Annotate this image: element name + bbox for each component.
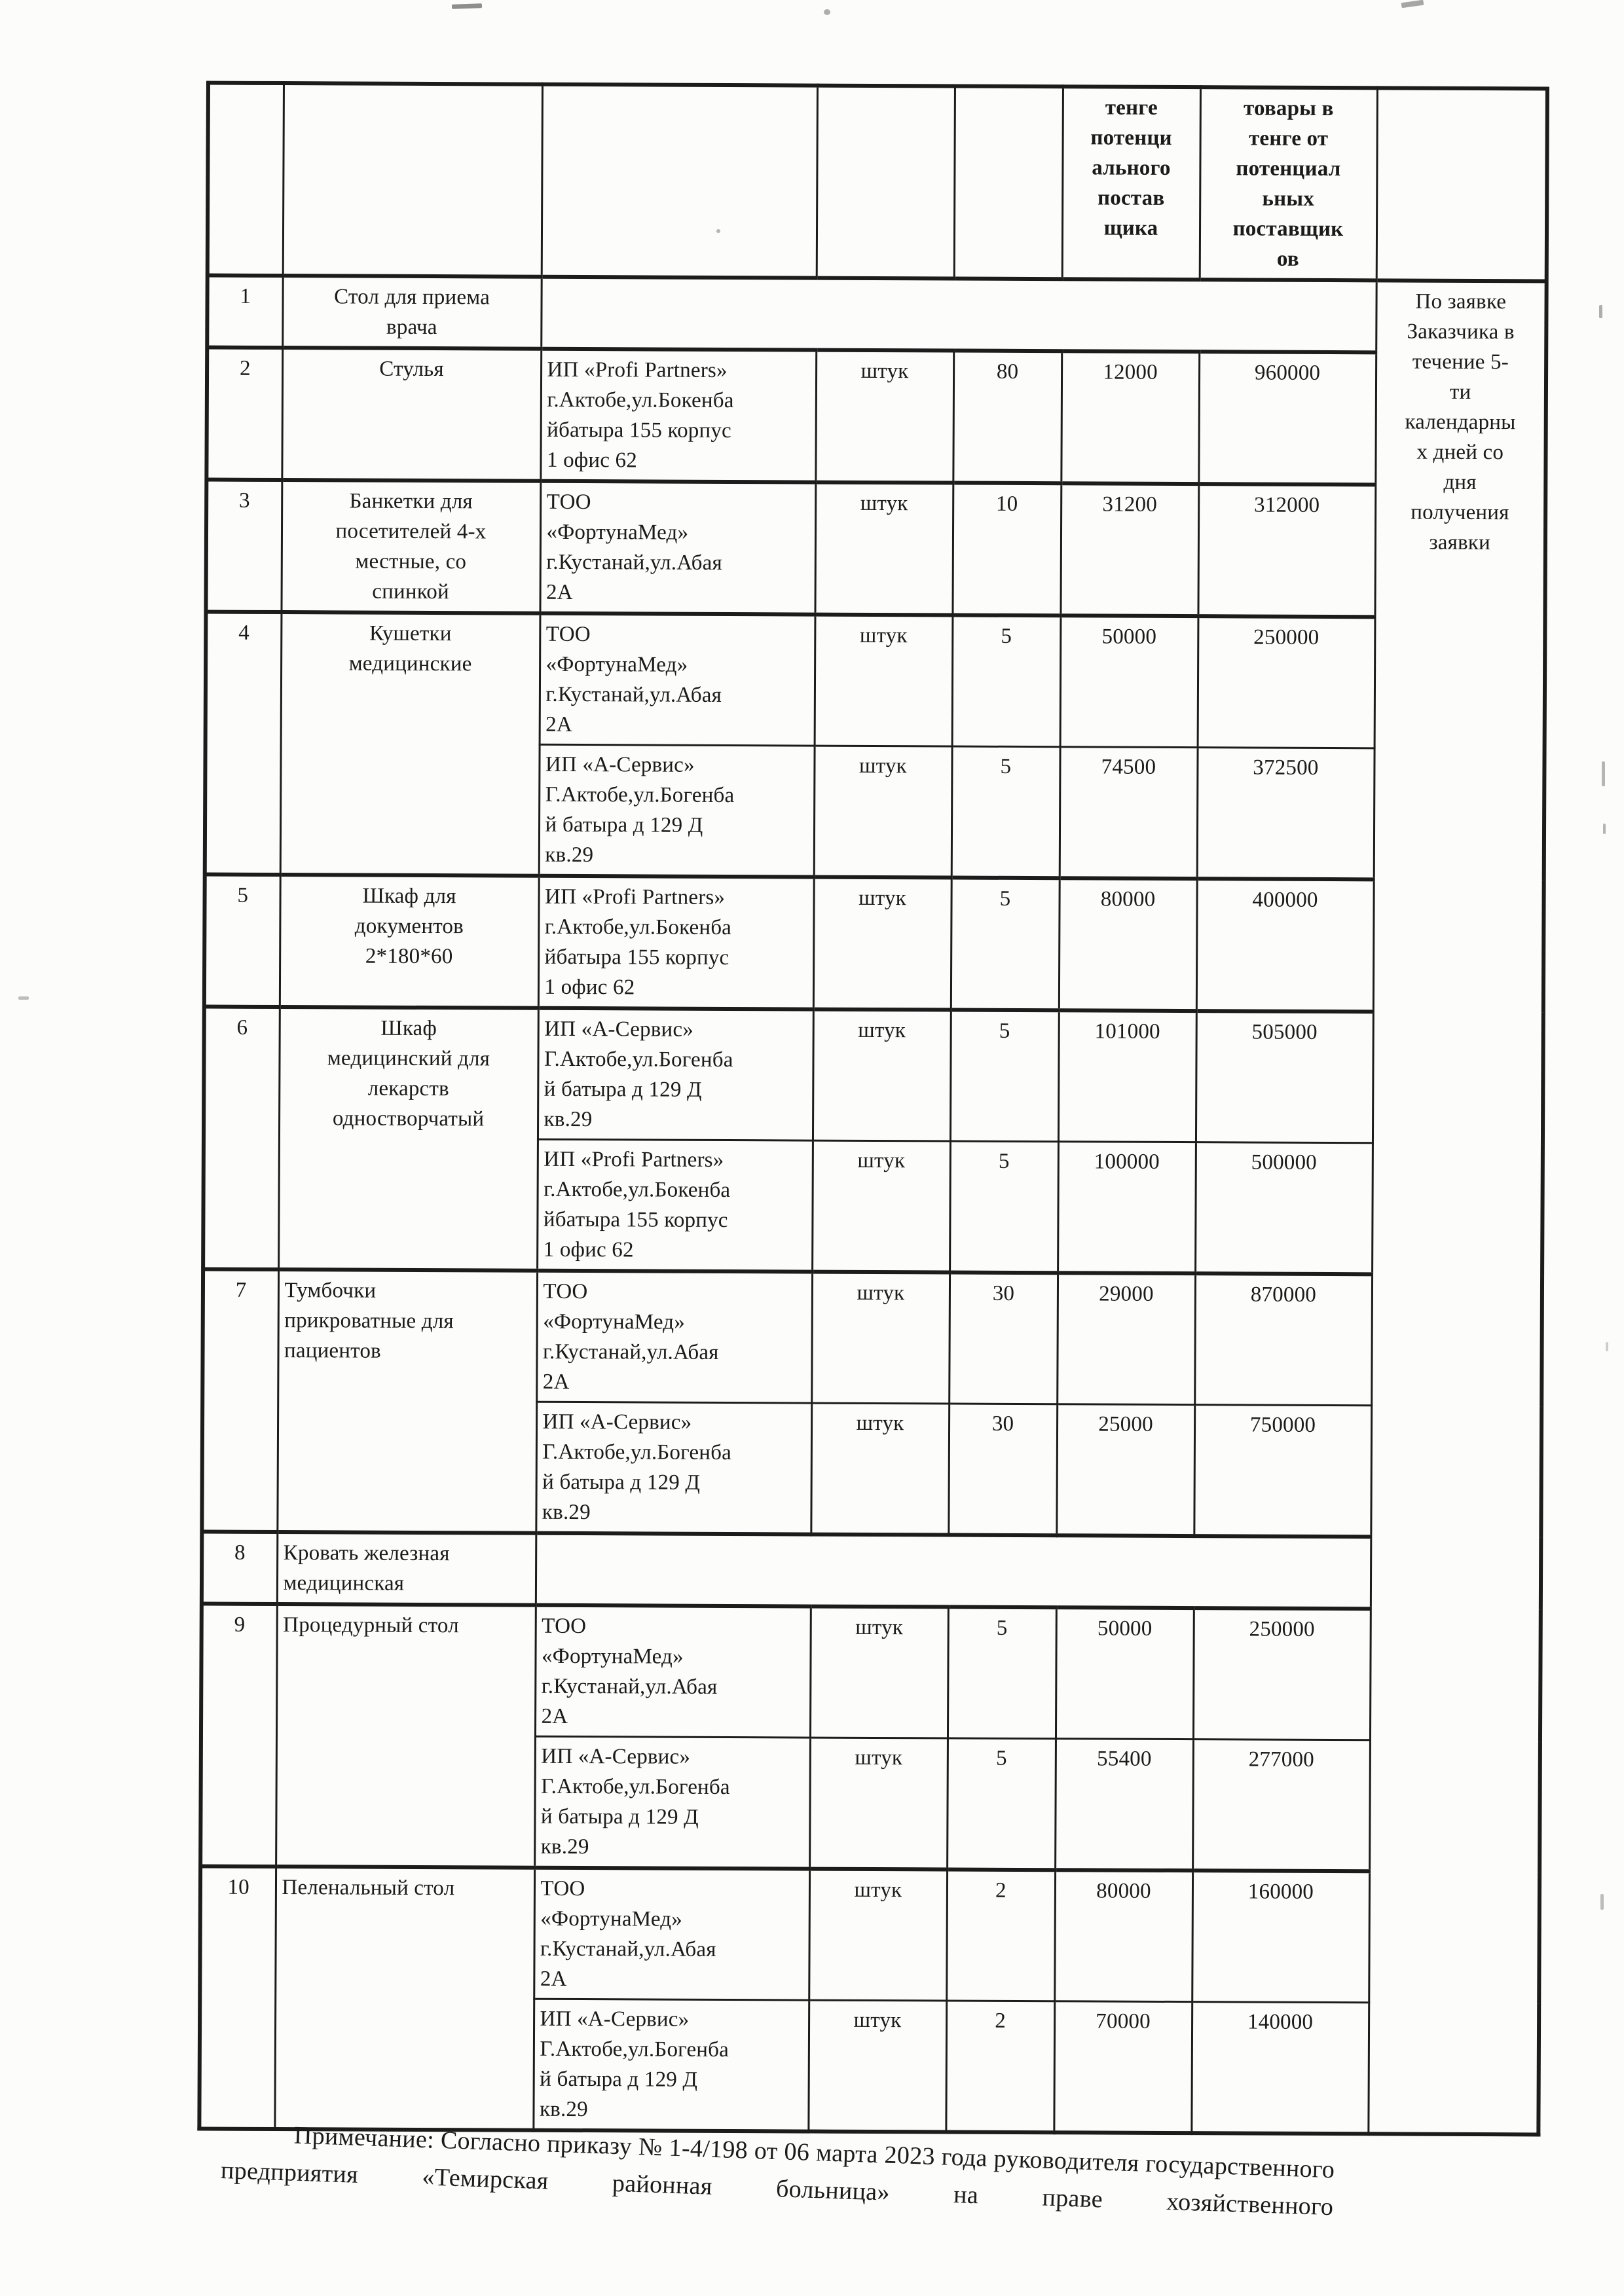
table-row xyxy=(202,1269,1542,1406)
unit-price-cell: 80000 xyxy=(1059,878,1197,1011)
quantity-cell: 30 xyxy=(949,1272,1058,1404)
quantity-cell: 5 xyxy=(947,1738,1056,1870)
procurement-table xyxy=(197,81,1549,2137)
unit-price-cell: 55400 xyxy=(1055,1739,1193,1870)
unit-price-cell: 101000 xyxy=(1058,1010,1196,1142)
unit-cell: штук xyxy=(815,615,953,746)
total-price-cell: 372500 xyxy=(1197,748,1375,880)
scan-artifact xyxy=(716,229,720,233)
supplier-cell: ТОО «ФортунаМед» г.Кустанай,ул.Абая 2А xyxy=(535,1605,811,1738)
item-number: 7 xyxy=(202,1269,278,1532)
total-price-cell: 870000 xyxy=(1194,1273,1372,1406)
unit-price-cell: 31200 xyxy=(1060,483,1198,616)
unit-cell: штук xyxy=(809,1738,948,1869)
header-qty-cell xyxy=(954,86,1063,280)
quantity-cell: 5 xyxy=(951,746,1060,878)
total-price-cell: 277000 xyxy=(1192,1740,1370,1872)
total-price-cell: 312000 xyxy=(1198,484,1375,617)
unit-cell: штук xyxy=(815,483,953,615)
unit-price-cell: 100000 xyxy=(1058,1142,1196,1273)
total-price-cell: 505000 xyxy=(1196,1011,1373,1143)
table-row xyxy=(204,875,1544,1013)
supplier-cell: ИП «Profi Partners» г.Актобе,ул.Бокенба йбатыра 155 корпус 1 офис 62 xyxy=(540,349,816,483)
header-price-cell: тенге потенци ального постав щика xyxy=(1062,86,1200,280)
quantity-cell: 5 xyxy=(952,615,1061,747)
footnote: Примечание: Согласно приказу № 1-4/198 от 06 марта 2023 года руководителя государственного предприятия «Темирская районная больница» на праве хозяйственного xyxy=(220,2121,1335,2221)
item-number: 6 xyxy=(203,1007,280,1269)
scan-artifact xyxy=(452,3,482,9)
header-supplier-cell xyxy=(542,84,817,278)
quantity-cell: 5 xyxy=(950,1010,1059,1141)
table-row xyxy=(204,1007,1543,1144)
header-note-cell xyxy=(1376,88,1547,281)
table-row xyxy=(200,1867,1540,2003)
item-name: Стулья xyxy=(282,348,541,481)
item-name: Кушетки медицинские xyxy=(280,612,540,876)
supplier-cell: ТОО «ФортунаМед» г.Кустанай,ул.Абая 2А xyxy=(540,613,815,746)
supplier-cell: ТОО «ФортунаМед» г.Кустанай,ул.Абая 2А xyxy=(540,481,815,615)
total-price-cell: 160000 xyxy=(1192,1870,1369,2003)
quantity-cell: 10 xyxy=(952,483,1061,616)
quantity-cell: 5 xyxy=(950,1141,1058,1273)
quantity-cell: 80 xyxy=(953,351,1061,484)
supplier-cell: ИП «Profi Partners» г.Актобе,ул.Бокенба йбатыра 155 корпус 1 офис 62 xyxy=(537,1139,813,1271)
item-name: Тумбочки прикроватные для пациентов xyxy=(277,1269,537,1533)
quantity-cell: 30 xyxy=(948,1404,1057,1535)
empty-offer-cell xyxy=(536,1533,1371,1609)
empty-offer-cell xyxy=(541,277,1376,353)
quantity-cell: 5 xyxy=(951,878,1060,1011)
unit-cell: штук xyxy=(814,746,952,877)
table-row xyxy=(201,1604,1541,1741)
table-row xyxy=(206,612,1545,749)
supplier-cell: ТОО «ФортунаМед» г.Кустанай,ул.Абая 2А xyxy=(536,1271,812,1403)
item-number: 10 xyxy=(199,1867,276,2129)
unit-price-cell: 50000 xyxy=(1060,615,1198,747)
scan-artifact xyxy=(1603,824,1606,834)
scan-artifact xyxy=(824,9,830,15)
header-unit-cell xyxy=(817,86,955,279)
unit-cell: штук xyxy=(815,350,953,483)
supplier-cell: ИП «А-Сервис» Г.Актобе,ул.Богенба й батыра д 129 Д кв.29 xyxy=(534,1736,810,1868)
header-item-cell xyxy=(283,83,542,277)
item-number: 9 xyxy=(200,1604,277,1867)
total-price-cell: 400000 xyxy=(1196,879,1374,1011)
header-total-cell: товары в тенге от потенциал ьных поставщик ов xyxy=(1200,87,1377,280)
item-name: Кровать железная медицинская xyxy=(277,1532,536,1605)
unit-cell: штук xyxy=(811,1272,950,1404)
item-name: Банкетки для посетителей 4-х местные, со спинкой xyxy=(281,480,540,613)
unit-cell: штук xyxy=(808,2000,946,2132)
total-price-cell: 500000 xyxy=(1195,1142,1373,1275)
scan-artifact xyxy=(18,996,29,1000)
unit-cell: штук xyxy=(813,1010,951,1141)
table-row xyxy=(206,348,1546,486)
total-price-cell: 140000 xyxy=(1191,2002,1369,2134)
supplier-cell: ИП «А-Сервис» Г.Актобе,ул.Богенба й батыра д 129 Д кв.29 xyxy=(539,744,815,877)
unit-cell: штук xyxy=(811,1403,949,1535)
unit-price-cell: 70000 xyxy=(1054,2001,1192,2133)
quantity-cell: 2 xyxy=(946,1869,1055,2001)
table-header-row xyxy=(208,83,1547,282)
item-number: 2 xyxy=(206,348,282,480)
scan-artifact xyxy=(1606,1342,1608,1351)
supplier-cell: ТОО «ФортунаМед» г.Кустанай,ул.Абая 2А xyxy=(534,1868,809,2000)
item-number: 3 xyxy=(206,480,282,612)
delivery-note-cell: По заявке Заказчика в течение 5- ти календарны х дней со дня получения заявки xyxy=(1368,280,1546,2134)
quantity-cell: 5 xyxy=(948,1607,1056,1738)
scan-artifact xyxy=(1600,1894,1604,1910)
item-name: Шкаф для документов 2*180*60 xyxy=(280,875,539,1008)
quantity-cell: 2 xyxy=(946,2001,1054,2132)
total-price-cell: 960000 xyxy=(1198,352,1376,484)
total-price-cell: 250000 xyxy=(1193,1608,1371,1740)
total-price-cell: 250000 xyxy=(1198,616,1375,748)
supplier-cell: ИП «Profi Partners» г.Актобе,ул.Бокенба йбатыра 155 корпус 1 офис 62 xyxy=(538,876,814,1010)
scan-artifact xyxy=(1602,761,1605,786)
unit-price-cell: 25000 xyxy=(1056,1404,1194,1536)
table-row xyxy=(206,480,1545,618)
item-name: Пеленальный стол xyxy=(274,1867,534,2130)
item-number: 4 xyxy=(205,612,282,875)
unit-price-cell: 74500 xyxy=(1060,747,1198,879)
unit-cell: штук xyxy=(809,1869,947,2001)
table-row xyxy=(207,276,1546,354)
table-row xyxy=(202,1532,1541,1610)
total-price-cell: 750000 xyxy=(1194,1405,1371,1537)
unit-price-cell: 29000 xyxy=(1057,1273,1195,1404)
item-number: 1 xyxy=(207,276,282,348)
unit-cell: штук xyxy=(813,877,951,1010)
supplier-cell: ИП «А-Сервис» Г.Актобе,ул.Богенба й батыра д 129 Д кв.29 xyxy=(533,1999,809,2131)
item-number: 8 xyxy=(202,1532,277,1605)
unit-price-cell: 50000 xyxy=(1056,1607,1194,1739)
item-number: 5 xyxy=(204,875,280,1007)
supplier-cell: ИП «А-Сервис» Г.Актобе,ул.Богенба й батыра д 129 Д кв.29 xyxy=(536,1402,811,1534)
unit-cell: штук xyxy=(810,1607,948,1738)
item-name: Шкаф медицинский для лекарств одностворчатый xyxy=(278,1007,538,1271)
unit-price-cell: 80000 xyxy=(1054,1870,1192,2001)
header-number-cell xyxy=(208,83,284,276)
scan-artifact xyxy=(1599,305,1602,318)
unit-cell: штук xyxy=(812,1140,950,1272)
scan-artifact xyxy=(1401,0,1424,8)
item-name: Процедурный стол xyxy=(276,1604,536,1868)
supplier-cell: ИП «А-Сервис» Г.Актобе,ул.Богенба й батыра д 129 Д кв.29 xyxy=(538,1008,813,1140)
item-name: Стол для приема врача xyxy=(282,276,541,349)
unit-price-cell: 12000 xyxy=(1061,351,1199,484)
